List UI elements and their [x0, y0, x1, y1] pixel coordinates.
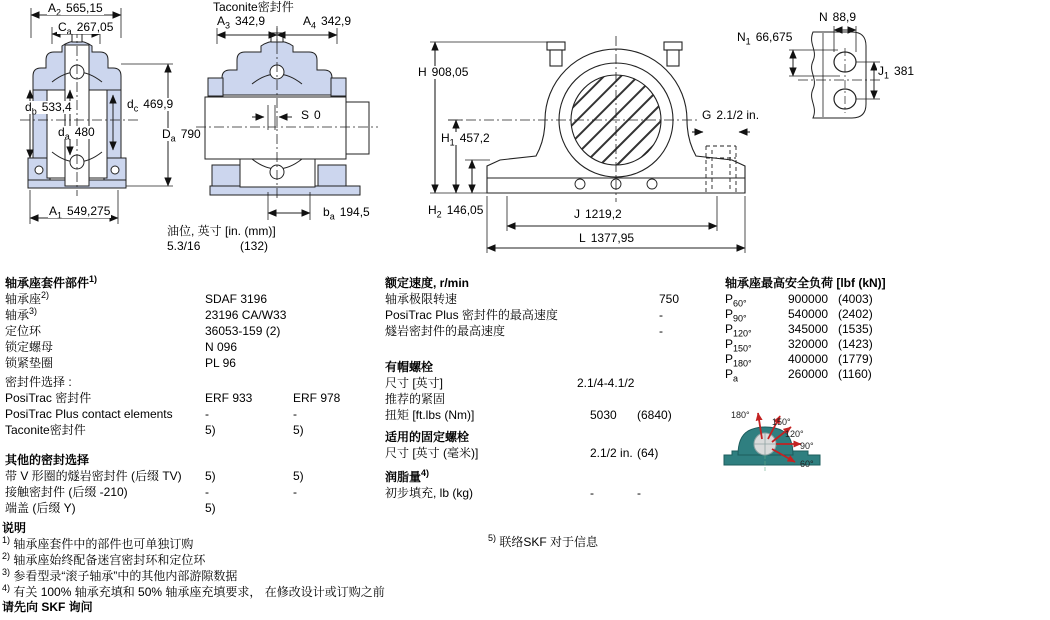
table-row-positrac-plus: PosiTrac Plus contact elements - -: [5, 407, 297, 421]
dim-label-A1: $A_1$ 549,275: [49, 204, 111, 221]
dim-label-H2: $H_2$ 146,05: [428, 203, 484, 220]
components-title: 轴承座套件部件$^{1)}$: [5, 274, 98, 290]
angle-label-120: 120°: [785, 429, 804, 439]
table-row-taconite: Taconite密封件 5) 5): [5, 423, 304, 437]
notes-title: 说明: [2, 521, 27, 535]
dim-label-ba: $b_a$ 194,5: [323, 205, 370, 222]
dim-label-A2: $A_2$ 565,15: [48, 1, 103, 18]
table-row-p60: $P_{60^\circ}$ 900000 (4003): [725, 292, 873, 309]
drawing-mid-title: Taconite密封件: [213, 0, 294, 14]
table-row-p90: $P_{90^\circ}$ 540000 (2402): [725, 307, 873, 324]
drawing-left-section: [20, 8, 173, 224]
drawing-end-lug: [789, 26, 882, 118]
dim-label-A3: $A_3$ 342,9: [217, 14, 266, 31]
angle-label-150: 150°: [772, 417, 791, 427]
dim-label-da: $d_a$ 480: [58, 125, 95, 142]
dim-label-N1: $N_1$ 66,675: [737, 30, 793, 47]
fixing-bolts-title: 适用的固定螺栓: [385, 430, 470, 444]
table-row-p180: $P_{180^\circ}$ 400000 (1779): [725, 352, 873, 369]
table-row-recommended-tightening: 推荐的紧固: [385, 392, 446, 406]
dim-label-A4: $A_4$ 342,9: [303, 14, 352, 31]
table-row-speed-limit: 轴承极限转速 750: [385, 292, 680, 306]
dim-label-J: J 1219,2: [574, 207, 622, 221]
speeds-title: 额定速度, r/min: [385, 276, 470, 290]
dim-label-S: S 0: [301, 108, 321, 122]
table-row-p120: $P_{120^\circ}$ 345000 (1535): [725, 322, 873, 339]
table-row-speed-taconite: 燧岩密封件的最高速度 -: [385, 324, 663, 338]
drawing-mid-section: [196, 26, 378, 220]
note-4: $^{4)}$ 有关 100% 轴承充填和 50% 轴承座充填要求， 在修改设计或订购之前: [2, 583, 385, 599]
table-row-capbolt-size: 尺寸 [英寸] 2.1/4-4.1/2: [385, 376, 635, 390]
table-row-torque: 扭矩 [ft.lbs (Nm)] 5030 (6840): [385, 408, 672, 422]
dim-label-db: $d_b$ 533,4: [25, 100, 72, 117]
oil-level-label: 油位, 英寸 [in. (mm)]: [167, 224, 276, 238]
other-seals-header: 其他的密封选择: [5, 453, 90, 467]
dim-label-L: L 1377,95: [579, 231, 635, 245]
table-row-housing: 轴承座$^{2)}$ SDAF 3196: [5, 290, 268, 306]
table-row-positrac: PosiTrac 密封件 ERF 933 ERF 978: [5, 391, 341, 405]
oil-level-inches: 5.3/16: [167, 239, 201, 253]
dim-label-N: N 88,9: [819, 10, 857, 24]
table-row-locating-ring: 定位环 36053-159 (2): [5, 324, 281, 338]
note-contact-skf: 请先向 SKF 询问: [2, 600, 93, 614]
dim-label-G: G 2.1/2 in.: [702, 108, 760, 122]
table-row-end-cover: 端盖 (后缀 Y) 5): [5, 501, 216, 515]
table-row-taconite-tv: 带 V 形圈的燧岩密封件 (后缀 TV) 5) 5): [5, 469, 304, 483]
table-row-fixing-size: 尺寸 [英寸 (毫米)] 2.1/2 in. (64): [385, 446, 659, 460]
table-row-speed-positrac-plus: PosiTrac Plus 密封件的最高速度 -: [385, 308, 663, 322]
note-5: $^{5)}$ 联络SKF 对于信息: [488, 533, 599, 549]
oil-level-mm: (132): [240, 239, 269, 253]
note-1: $^{1)}$ 轴承座套件中的部件也可单独订购: [2, 535, 194, 551]
grease-title: 润脂量$^{4)}$: [385, 468, 430, 484]
table-row-initial-fill: 初步填充, lb (kg) - -: [385, 486, 641, 500]
table-row-pa: $P_a$ 260000 (1160): [725, 367, 872, 384]
seal-selection-header: 密封件选择 :: [5, 375, 72, 389]
angle-label-90: 90°: [800, 441, 814, 451]
dim-label-H: H 908,05: [418, 65, 469, 79]
table-row-p150: $P_{150^\circ}$ 320000 (1423): [725, 337, 873, 354]
dim-label-H1: $H_1$ 457,2: [441, 131, 490, 148]
technical-drawings-canvas: [0, 0, 1050, 270]
dim-label-dc: $d_c$ 469,9: [127, 97, 174, 114]
table-row-contact-seal: 接触密封件 (后缀 -210) - -: [5, 485, 297, 499]
dim-label-J1: $J_1$ 381: [878, 64, 915, 81]
table-row-lock-washer: 锁紧垫圈 PL 96: [5, 356, 236, 370]
note-3: $^{3)}$ 参看型录“滚子轴承”中的其他内部游隙数据: [2, 567, 238, 583]
dim-label-Ca: $C_a$ 267,05: [58, 20, 114, 37]
table-row-lock-nut: 锁定螺母 N 096: [5, 340, 238, 354]
dim-label-Da: $D_a$ 790: [162, 127, 201, 144]
angle-label-180: 180°: [731, 410, 750, 420]
note-2: $^{2)}$ 轴承座始终配备迷宫密封环和定位环: [2, 551, 206, 567]
angle-label-60: 60°: [800, 459, 814, 469]
cap-bolts-title: 有帽螺栓: [385, 360, 434, 374]
loads-title: 轴承座最高安全负荷 [lbf (kN)]: [725, 276, 886, 290]
table-row-bearing: 轴承$^{3)}$ 23196 CA/W33: [5, 306, 287, 322]
